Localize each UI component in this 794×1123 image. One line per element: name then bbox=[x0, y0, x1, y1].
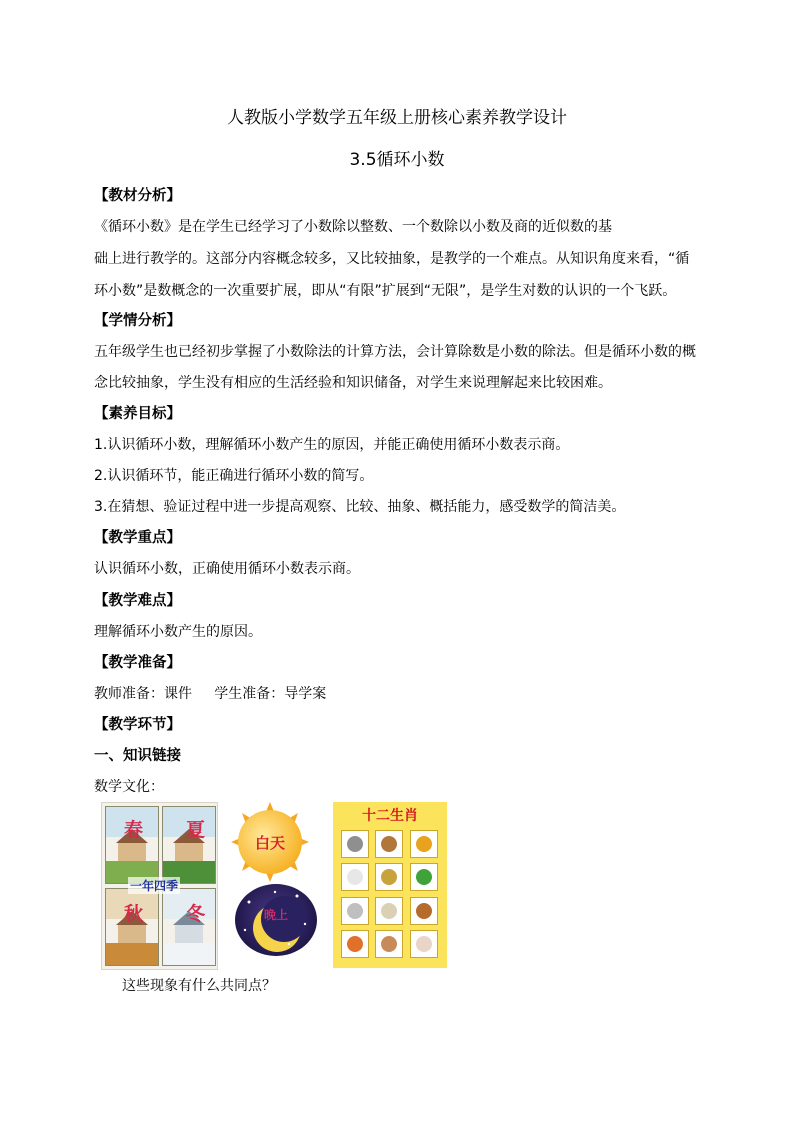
goal-item: 2.认识循环节，能正确进行循环小数的简写。 bbox=[94, 468, 374, 484]
zodiac-pig-icon bbox=[410, 930, 438, 958]
culture-label: 数学文化： bbox=[94, 779, 164, 795]
zodiac-goat-icon bbox=[375, 897, 403, 925]
subheading-knowledge-link: 一、知识链接 bbox=[94, 748, 181, 764]
paragraph-line: 《循环小数》是在学生已经学习了小数除以整数、一个数除以小数及商的近似数的基 bbox=[94, 219, 612, 235]
zodiac-dog-icon bbox=[375, 930, 403, 958]
seasons-image bbox=[101, 802, 218, 970]
zodiac-rat-icon bbox=[341, 830, 369, 858]
zodiac-rabbit-icon bbox=[341, 863, 369, 891]
night-sky bbox=[235, 884, 317, 956]
zodiac-ox-icon bbox=[375, 830, 403, 858]
heading-student-analysis: 【学情分析】 bbox=[94, 313, 181, 329]
seasons-caption: 一年四季 bbox=[130, 879, 179, 893]
spring-label: 春 bbox=[124, 819, 144, 841]
paragraph-line: 理解循环小数产生的原因。 bbox=[94, 624, 262, 640]
zodiac-dragon-icon bbox=[375, 863, 403, 891]
zodiac-horse-icon bbox=[341, 897, 369, 925]
zodiac-title: 十二生肖 bbox=[362, 808, 418, 824]
paragraph-line: 五年级学生也已经初步掌握了小数除法的计算方法，会计算除数是小数的除法。但是循环小数的概 bbox=[94, 344, 696, 360]
heading-preparation: 【教学准备】 bbox=[94, 655, 181, 671]
paragraph-line: 念比较抽象，学生没有相应的生活经验和知识储备，对学生来说理解起来比较困难。 bbox=[94, 375, 612, 391]
day-label: 白天 bbox=[254, 834, 285, 852]
zodiac-snake-icon bbox=[410, 863, 438, 891]
autumn-label: 秋 bbox=[124, 903, 144, 925]
discussion-question: 这些现象有什么共同点？ bbox=[122, 978, 276, 994]
zodiac-tiger-icon bbox=[410, 830, 438, 858]
lesson-title: 3.5循环小数 bbox=[349, 150, 445, 170]
winter-label: 冬 bbox=[186, 903, 206, 925]
heading-textbook-analysis: 【教材分析】 bbox=[94, 188, 181, 204]
day-night-image bbox=[231, 802, 317, 962]
paragraph-line: 教师准备：课件 学生准备：导学案 bbox=[94, 686, 327, 702]
heading-difficulties: 【教学难点】 bbox=[94, 593, 181, 609]
goal-item: 3.在猜想、验证过程中进一步提高观察、比较、抽象、概括能力，感受数学的简洁美。 bbox=[94, 499, 626, 515]
heading-goals: 【素养目标】 bbox=[94, 406, 181, 422]
zodiac-rooster-icon bbox=[341, 930, 369, 958]
goal-item: 1.认识循环小数，理解循环小数产生的原因，并能正确使用循环小数表示商。 bbox=[94, 437, 570, 453]
summer-label: 夏 bbox=[186, 819, 206, 841]
zodiac-image bbox=[333, 802, 447, 968]
zodiac-monkey-icon bbox=[410, 897, 438, 925]
paragraph-line: 认识循环小数，正确使用循环小数表示商。 bbox=[94, 561, 360, 577]
document-title: 人教版小学数学五年级上册核心素养教学设计 bbox=[227, 108, 567, 128]
heading-process: 【教学环节】 bbox=[94, 717, 181, 733]
paragraph-line: 础上进行教学的。这部分内容概念较多，又比较抽象，是教学的一个难点。从知识角度来看，“循 bbox=[94, 251, 690, 267]
heading-key-points: 【教学重点】 bbox=[94, 530, 181, 546]
paragraph-line: 环小数”是数概念的一次重要扩展，即从“有限”扩展到“无限”，是学生对数的认识的一个飞跃。 bbox=[94, 283, 677, 299]
night-label: 晚上 bbox=[263, 908, 288, 922]
